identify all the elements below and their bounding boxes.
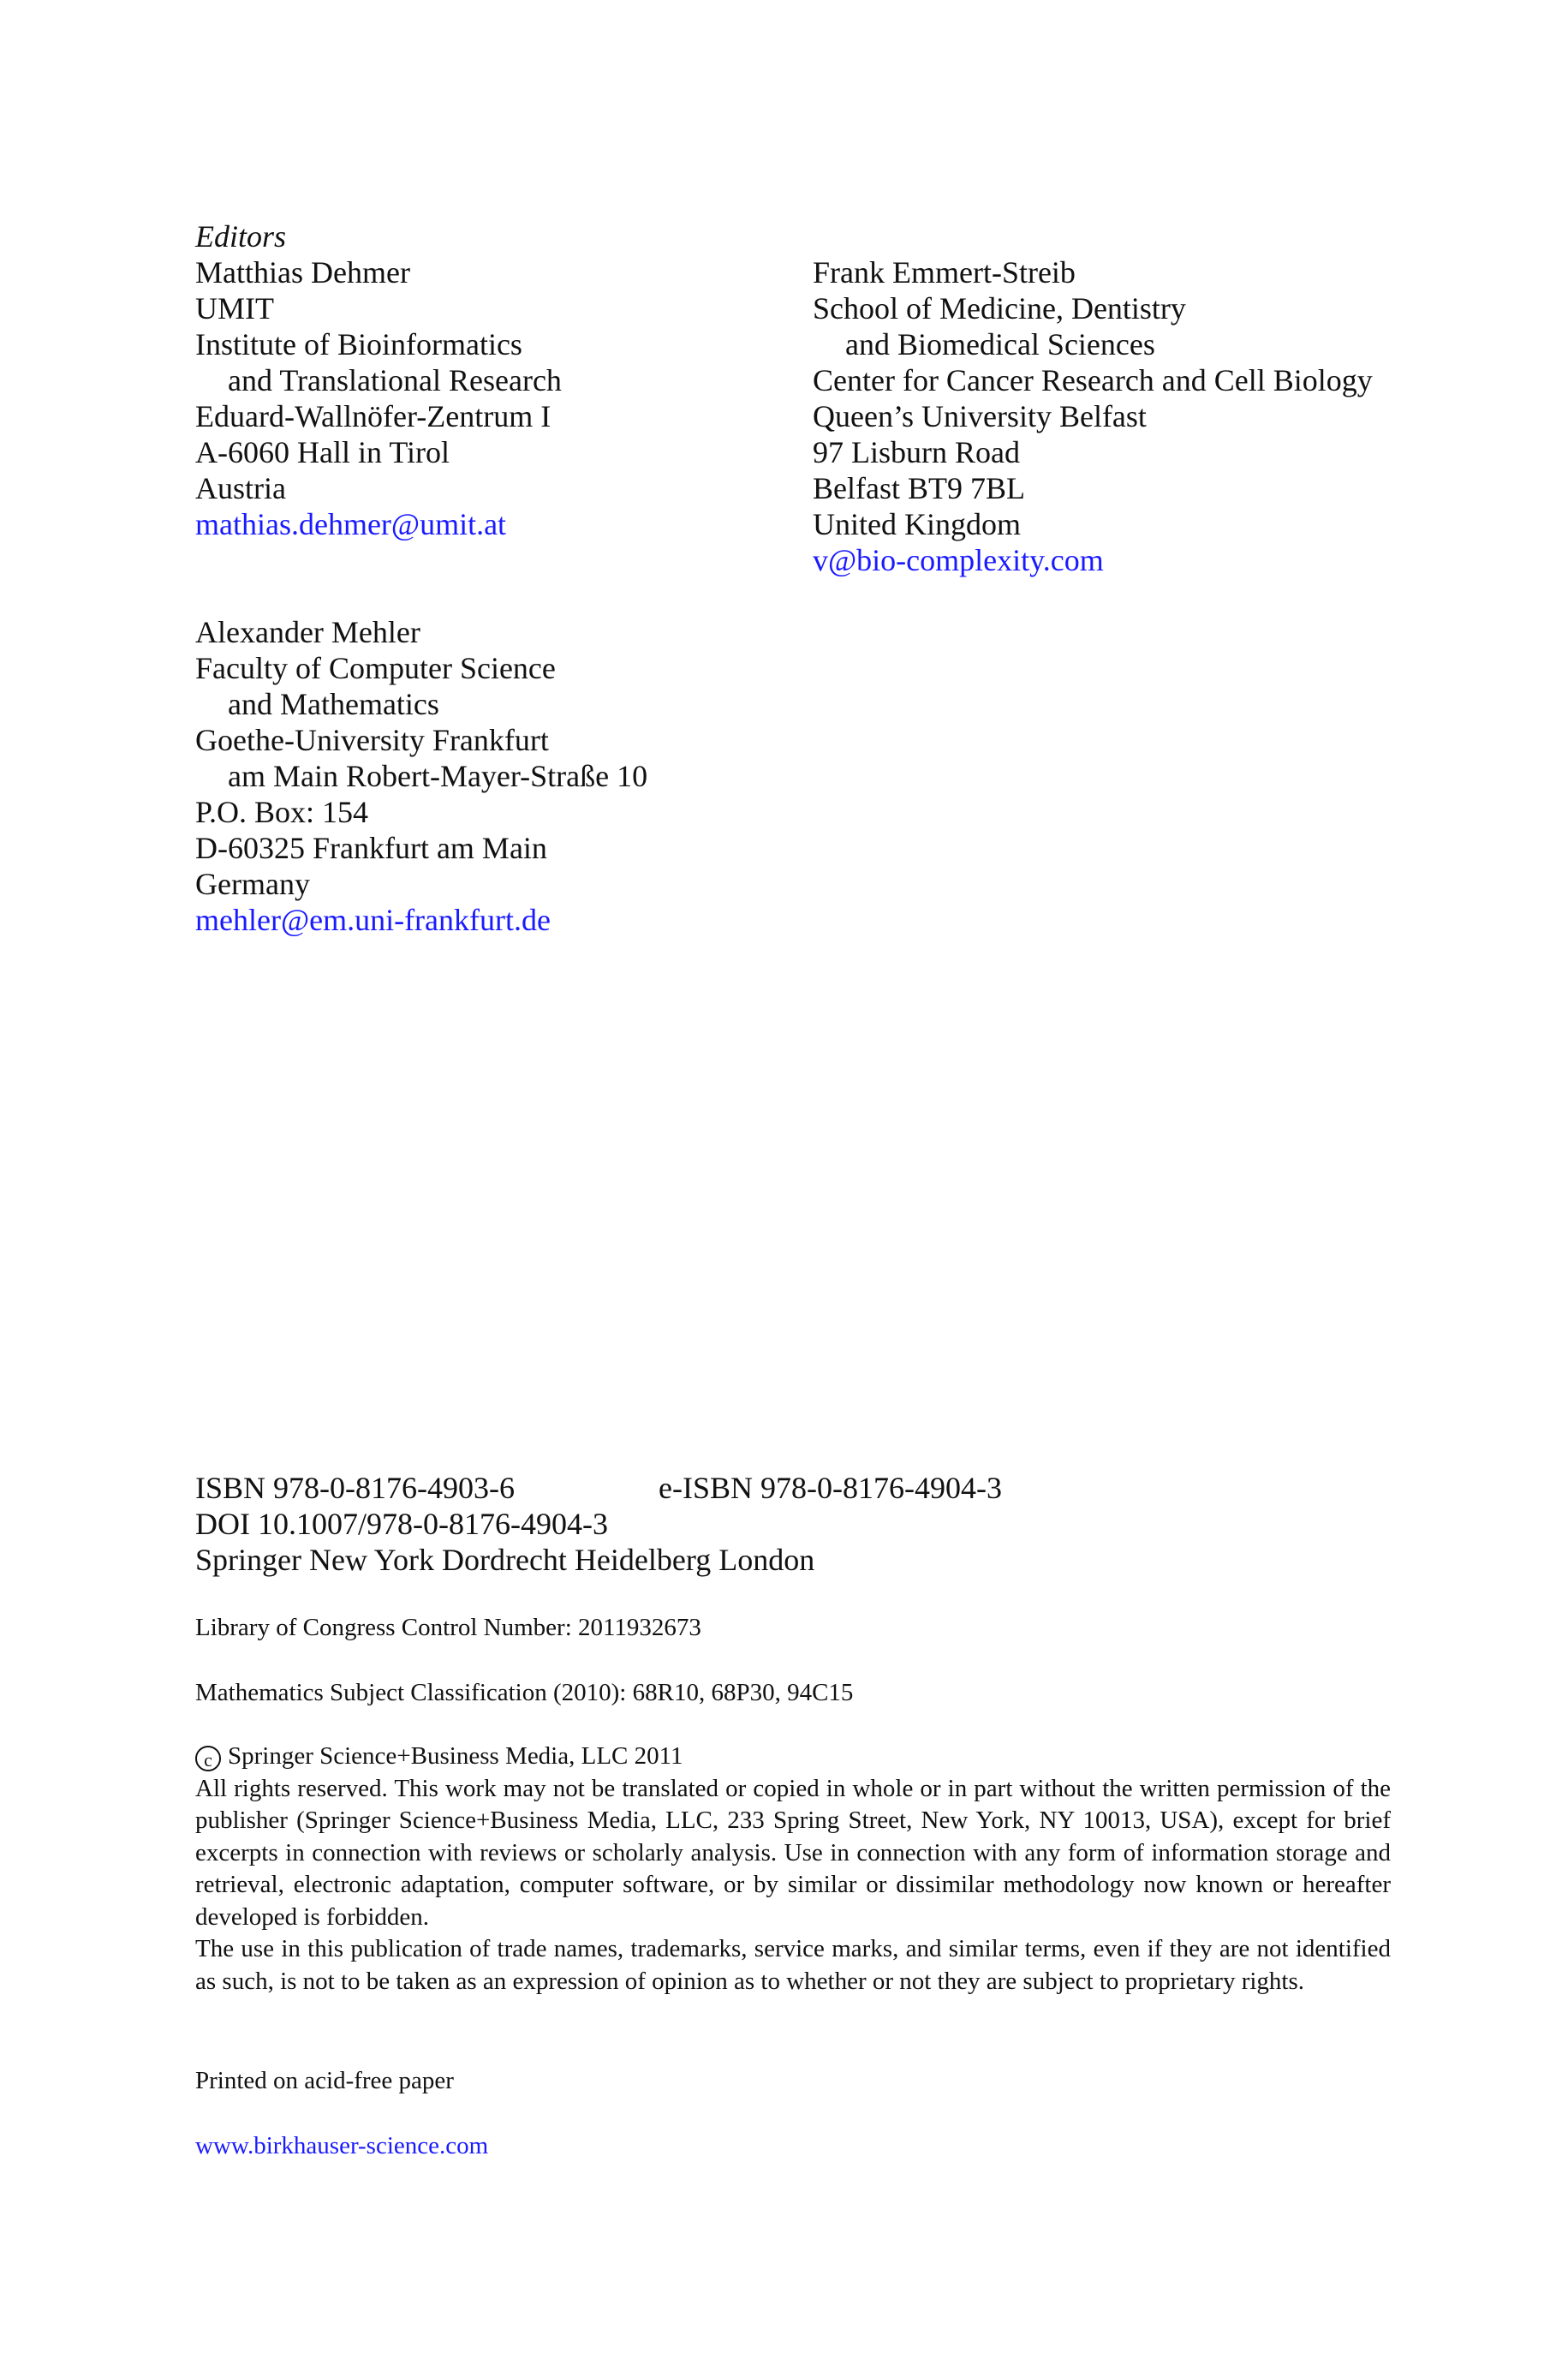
editor-block-mehler [195,614,647,938]
editor-city: A-6060 Hall in Tirol [195,435,450,469]
editor-street: Eduard-Wallnöfer-Zentrum I [195,399,551,433]
editor-university: Goethe-University Frankfurt [195,723,549,757]
isbn-block [195,1470,1394,1578]
editor-street: am Main Robert-Mayer-Straße 10 [228,759,648,793]
editor-country: Germany [195,867,310,901]
editor-faculty: Faculty of Computer Science [195,651,556,685]
editor-city: D-60325 Frankfurt am Main [195,831,547,865]
editor-name: Alexander Mehler [195,615,420,649]
editor-affiliation: UMIT [195,291,274,325]
copyright-icon: c [195,1746,221,1771]
isbn: ISBN 978-0-8176-4903-6 [195,1471,515,1505]
editor-email-link[interactable]: mehler@em.uni-frankfurt.de [195,903,551,937]
legal-notice [195,1741,1391,1998]
doi: DOI 10.1007/978-0-8176-4904-3 [195,1507,608,1541]
editor-email-link[interactable]: mathias.dehmer@umit.at [195,507,507,541]
editor-name: Frank Emmert-Streib [813,255,1076,290]
msc-classification: Mathematics Subject Classification (2010): 68R10, 68P30, 94C15 [195,1679,854,1706]
eisbn: e-ISBN 978-0-8176-4904-3 [659,1471,1002,1505]
rights-paragraph: All rights reserved. This work may not be translated or copied in whole or in part without the written permission of the publisher (Springer Science+Business Media, LLC, 233 Spring Street, New York, NY 10013, USA), except for brief excerpts in connection with reviews or scholarly analysis. Use in connection with any form of information storage and retrieval, electronic adaptation, computer software, or by similar or dissimilar methodology now known or hereafter developed is forbidden. [195,1774,1391,1931]
paper-note: Printed on acid-free paper [195,2067,454,2094]
editor-country: Austria [195,471,286,505]
trademark-paragraph: The use in this publication of trade names, trademarks, service marks, and similar terms, even if they are not identified as such, is not to be taken as an expression of opinion as to whether or not they are subject to proprietary rights. [195,1935,1391,1995]
editor-school: School of Medicine, Dentistry [813,291,1186,325]
editor-center: Center for Cancer Research and Cell Biology [813,363,1373,397]
editor-street: 97 Lisburn Road [813,435,1020,469]
editor-institute: Institute of Bioinformatics [195,327,522,361]
editor-block-dehmer [195,218,562,542]
publisher-locations: Springer New York Dordrecht Heidelberg London [195,1543,815,1577]
editor-university: Queen’s University Belfast [813,399,1147,433]
editor-block-emmert-streib [813,254,1373,578]
copyright-line [195,1741,1391,1773]
copyright-text: Springer Science+Business Media, LLC 2011 [228,1742,683,1770]
editor-city: Belfast BT9 7BL [813,471,1025,505]
editor-name: Matthias Dehmer [195,255,410,290]
lccn: Library of Congress Control Number: 2011932673 [195,1614,701,1641]
editor-pobox: P.O. Box: 154 [195,795,369,829]
editor-email-link[interactable]: v@bio-complexity.com [813,543,1104,577]
website-link[interactable]: www.birkhauser-science.com [195,2132,489,2159]
editor-faculty-cont: and Mathematics [228,687,439,721]
editor-country: United Kingdom [813,507,1021,541]
isbn-row [195,1470,1394,1506]
editor-school-cont: and Biomedical Sciences [845,327,1155,361]
editors-heading: Editors [195,219,287,254]
editor-institute-cont: and Translational Research [228,363,562,397]
